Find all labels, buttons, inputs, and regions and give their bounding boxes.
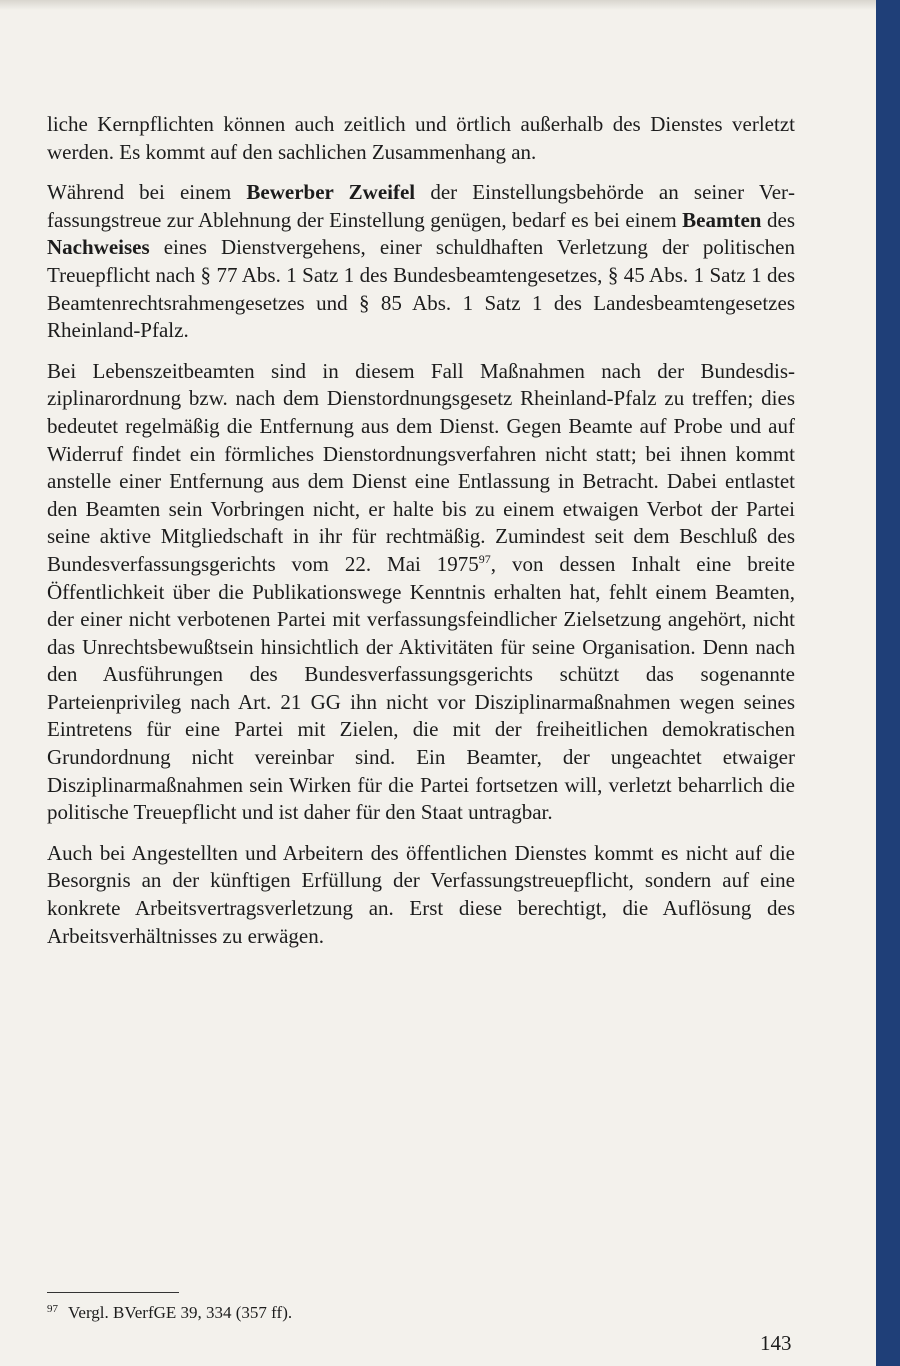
text-segment: eines Dienstvergehens, einer schuldhaften Verletzung der politischen Treuepflicht nach § 77 Abs. 1 Satz 1 des Bundesbeamtengesetzes, § 45 Abs. 1 Satz 1 des Beamtenrechtsrahmengesetzes und § 85 Abs. 1 Satz 1 des Landesbeamtengesetzes Rheinland-Pfalz. [47, 235, 795, 343]
page-number: 143 [760, 1331, 792, 1355]
footnote-text: Vergl. BVerfGE 39, 334 (357 ff). [68, 1303, 293, 1322]
page-top-shadow [0, 0, 876, 10]
page-edge-bar [876, 0, 900, 1366]
paragraph-2 [47, 179, 795, 345]
footnote-divider [47, 1292, 179, 1293]
footnote [47, 1298, 292, 1324]
paragraph-4: Auch bei Angestellten und Arbeitern des öffentlichen Dienstes kommt es nicht auf die Besorgnis an der künftigen Erfüllung der Verfassungstreuepflicht, sondern auf eine konkrete Arbeitsvertragsverletzung an. Erst diese berechtigt, die Auflösung des Arbeitsverhältnisses zu erwägen. [47, 840, 795, 948]
paragraph-1: liche Kernpflichten können auch zeitlich und örtlich außerhalb des Dienstes verletzt werden. Es kommt auf den sachlichen Zusammenhang an. [47, 112, 795, 164]
footnote-number: 97 [47, 1303, 58, 1315]
text-segment: , von dessen Inhalt eine breite Öffentlichkeit über die Publikationswege Kenntnis erhalten hat, fehlt einem Beamten, der einer nicht verbotenen Partei mit verfassungsfeindlicher Zielsetzung angehört, nicht das Unrechtsbewußtsein hinsichtlich der Aktivitäten für seine Organisation. Denn nach den Ausführungen des Bundesverfassungsgerichts schützt das sogenannte Parteienprivileg nach Art. 21 GG ihn nicht vor Disziplinarmaßnahmen wegen seines Eintretens für eine Partei mit Zielen, die mit der freiheitlichen demokratischen Grundordnung nicht vereinbar sind. Ein Beamter, der ungeachtet etwaiger Disziplinarmaßnahmen sein Wirken für die Partei fortsetzen will, verletzt beharrlich die politische Treuepflicht und ist daher für den Staat untragbar. [47, 551, 795, 825]
text-segment: Während bei einem [47, 180, 247, 205]
footnote-reference[interactable]: 97 [478, 551, 491, 566]
bold-phrase-nachweises: Nachweises [47, 235, 150, 260]
body-text [47, 111, 795, 963]
text-segment: Bei Lebenszeitbeamten sind in diesem Fall Maßnahmen nach der Bundesdisziplinarordnung bzw. nach dem Dienstordnungsgesetz Rheinland-Pfalz zu treffen; dies bedeutet regelmäßig die Entfernung aus dem Dienst. Gegen Beamte auf Probe und auf Widerruf findet ein förmliches Dienstordnungsverfahren nicht statt; bei ihnen kommt anstelle einer Entfernung aus dem Dienst eine Entlassung in Betracht. Dabei entlastet den Beamten sein Vorbringen nicht, er halte bis zu einem etwaigen Verbot der Partei seine aktive Mitgliedschaft in ihr für rechtmäßig. Zumindest seit dem Beschluß des Bundesverfassungsgerichts vom 22. Mai 1975 [47, 358, 795, 576]
text-segment: des [761, 207, 795, 232]
bold-phrase-beamten: Beamten [682, 207, 762, 232]
bold-phrase-bewerber-zweifel: Bewerber Zweifel [246, 180, 416, 205]
paragraph-3 [47, 358, 795, 827]
text-segment: der Einstellungsbehörde an seiner Verfassungstreue zur Ablehnung der Einstellung genügen, bedarf es bei einem [47, 180, 796, 232]
